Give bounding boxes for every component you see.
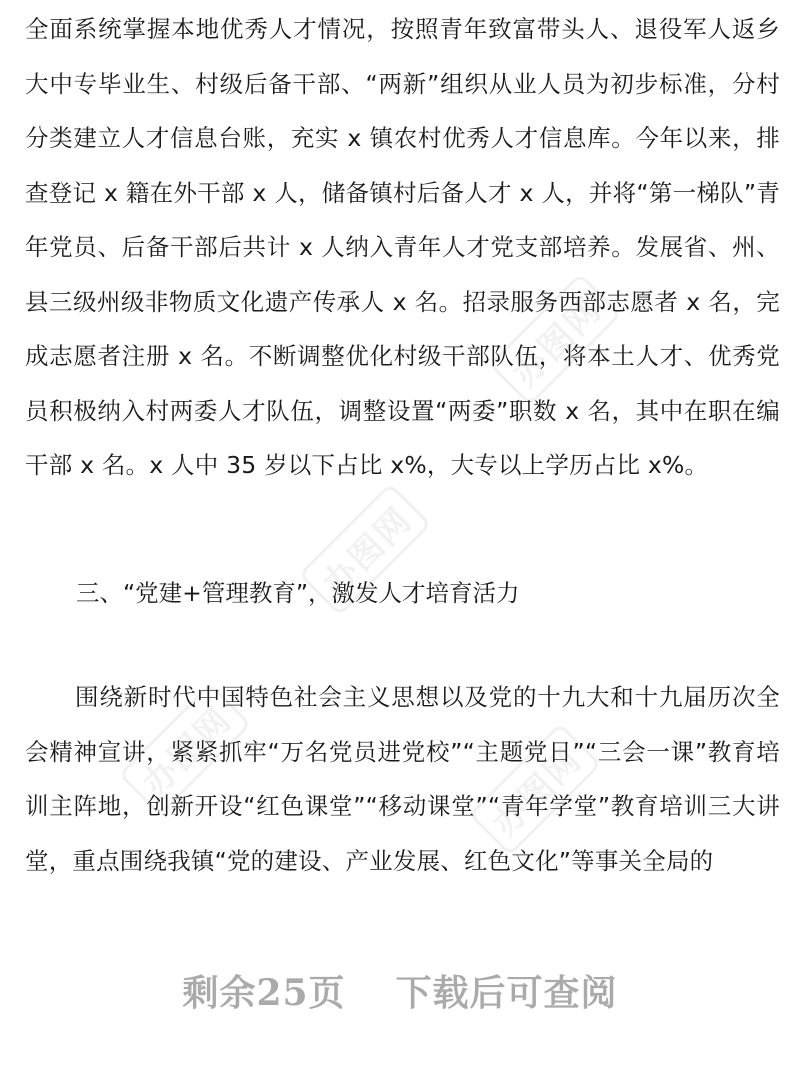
watermark: 办图网 xyxy=(468,723,602,857)
watermark: 办图网 xyxy=(118,683,252,817)
download-banner[interactable] xyxy=(0,965,800,1016)
body-paragraph: 全面系统掌握本地优秀人才情况，按照青年致富带头人、退役军人返乡大中专毕业生、村级后备干部、“两新”组织从业人员为初步标准，分村分类建立人才信息台账，充实 x 镇农村优秀人才信息库。今年以来，排查登记 x 籍在外干部 x 人，储备镇村后备人才 x 人，并将“第一梯队”青年党员、后备干部后共计 x 人纳入青年人才党支部培养。发展省、州、县三级州级非物质文化遗产传承人 x 名。招录服务西部志愿者 x 名，完成志愿者注册 x 名。不断调整优化村级干部队伍，将本土人才、优秀党员积极纳入村两委人才队伍，调整设置“两委”职数 x 名，其中在职在编干部 x 名。x 人中 35 岁以下占比 x%，大专以上学历占比 x%。 xyxy=(25,15,780,479)
remaining-pages-label: 剩余25页 xyxy=(182,972,346,1014)
section-heading: 三、“党建+管理教育”，激发人才培育活力 xyxy=(76,579,520,607)
download-prompt-label: 下载后可查阅 xyxy=(395,972,618,1014)
watermark: 办图网 xyxy=(488,273,622,407)
body-paragraph: 围绕新时代中国特色社会主义思想以及党的十九大和十九届历次全会精神宣讲，紧紧抓牢“万名党员进党校”“主题党日”“三会一课”教育培训主阵地，创新开设“红色课堂”“移动课堂”“青年学堂”教育培训三大讲堂，重点围绕我镇“党的建设、产业发展、红色文化”等事关全局的 xyxy=(25,683,780,875)
watermark: 办图网 xyxy=(298,483,432,617)
